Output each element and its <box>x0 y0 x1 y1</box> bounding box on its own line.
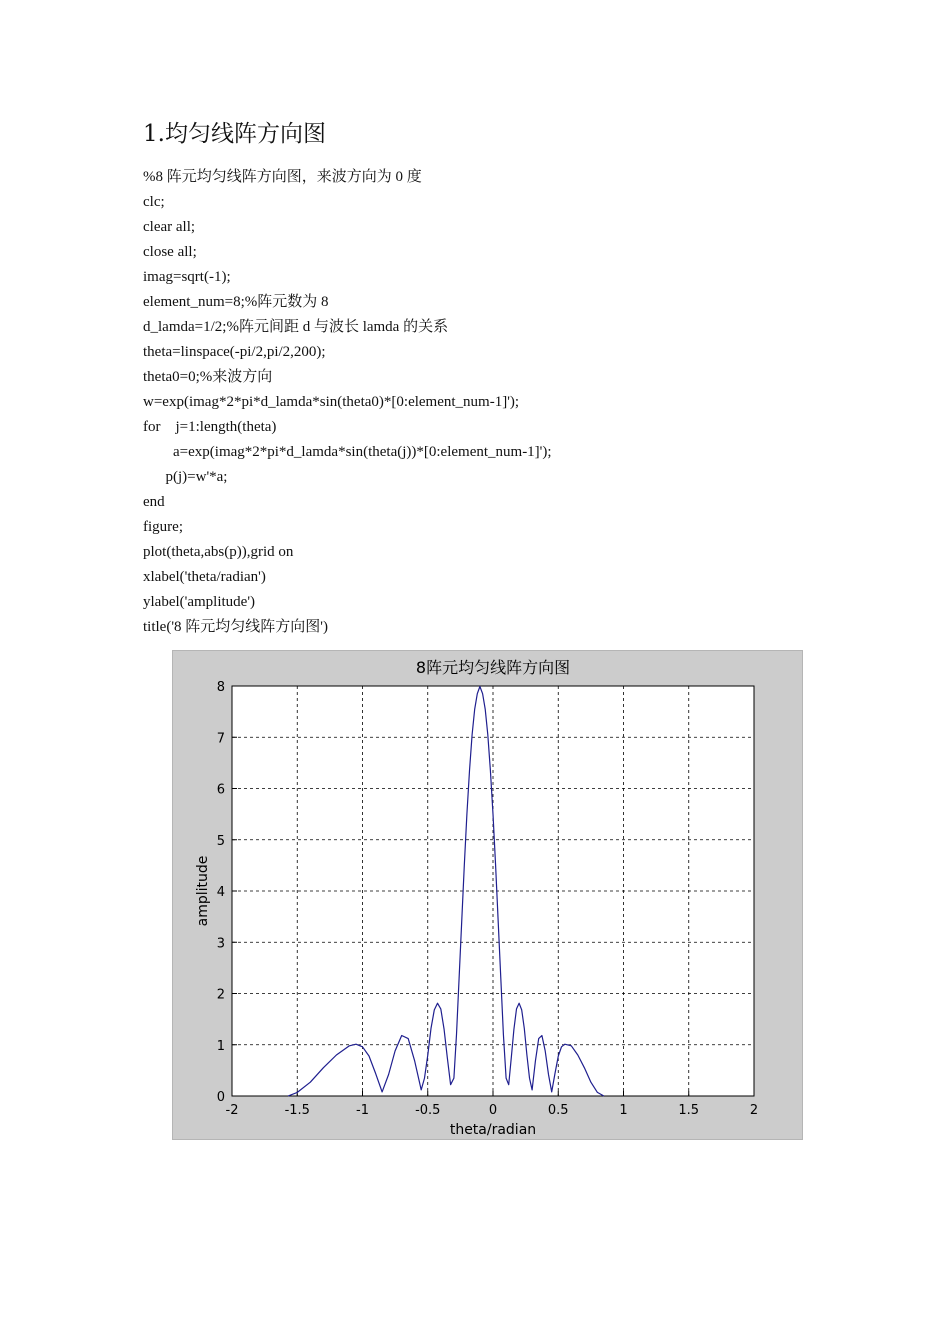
code-line: a=exp(imag*2*pi*d_lamda*sin(theta(j))*[0:element_num-1]'); <box>143 444 552 460</box>
chart-figure <box>172 650 803 1140</box>
y-tick-label: 7 <box>216 731 225 747</box>
x-tick-label: -1.5 <box>284 1103 310 1118</box>
code-line: element_num=8;%阵元数为 8 <box>143 294 329 310</box>
code-listing <box>143 165 552 640</box>
x-tick-label: 2 <box>749 1103 759 1118</box>
x-tick-label: -2 <box>225 1103 239 1118</box>
code-line: d_lamda=1/2;%阵元间距 d 与波长 lamda 的关系 <box>143 319 449 335</box>
x-tick-label: 1 <box>619 1103 628 1118</box>
code-line: imag=sqrt(-1); <box>143 269 231 285</box>
code-line: w=exp(imag*2*pi*d_lamda*sin(theta0)*[0:element_num-1]'); <box>143 394 520 410</box>
code-line: ylabel('amplitude') <box>143 594 256 610</box>
x-tick-label: 0 <box>488 1103 498 1118</box>
x-tick-label: -1 <box>356 1103 369 1118</box>
section-heading: 1.均匀线阵方向图 <box>143 121 326 147</box>
code-line: figure; <box>143 519 183 535</box>
x-axis-label: theta/radian <box>449 1122 537 1138</box>
code-line: xlabel('theta/radian') <box>143 569 266 585</box>
code-line: title('8 阵元均匀线阵方向图') <box>143 619 328 635</box>
y-tick-label: 4 <box>216 885 225 900</box>
x-tick-label: 1.5 <box>678 1103 700 1118</box>
x-tick-label: -0.5 <box>415 1103 441 1118</box>
code-line: theta=linspace(-pi/2,pi/2,200); <box>143 344 326 360</box>
y-tick-label: 3 <box>216 936 225 952</box>
x-tick-label: 0.5 <box>547 1103 569 1118</box>
array-pattern-chart <box>173 651 804 1141</box>
code-line: close all; <box>143 244 197 260</box>
y-tick-label: 2 <box>216 987 225 1003</box>
code-line: theta0=0;%来波方向 <box>143 369 273 385</box>
code-line: %8 阵元均匀线阵方向图，来波方向为 0 度 <box>143 169 422 185</box>
y-tick-label: 0 <box>216 1090 225 1105</box>
code-line: for j=1:length(theta) <box>143 419 277 435</box>
code-line: end <box>143 494 165 510</box>
chart-title: 8阵元均匀线阵方向图 <box>415 658 571 677</box>
code-line: clc; <box>143 194 165 210</box>
code-line: p(j)=w'*a; <box>143 469 228 485</box>
y-tick-label: 1 <box>216 1038 225 1054</box>
y-tick-label: 6 <box>216 782 225 798</box>
y-tick-label: 8 <box>216 680 225 695</box>
code-line: clear all; <box>143 219 196 235</box>
y-tick-label: 5 <box>216 833 225 849</box>
y-axis-label: amplitude <box>195 855 211 927</box>
code-line: plot(theta,abs(p)),grid on <box>143 544 294 560</box>
